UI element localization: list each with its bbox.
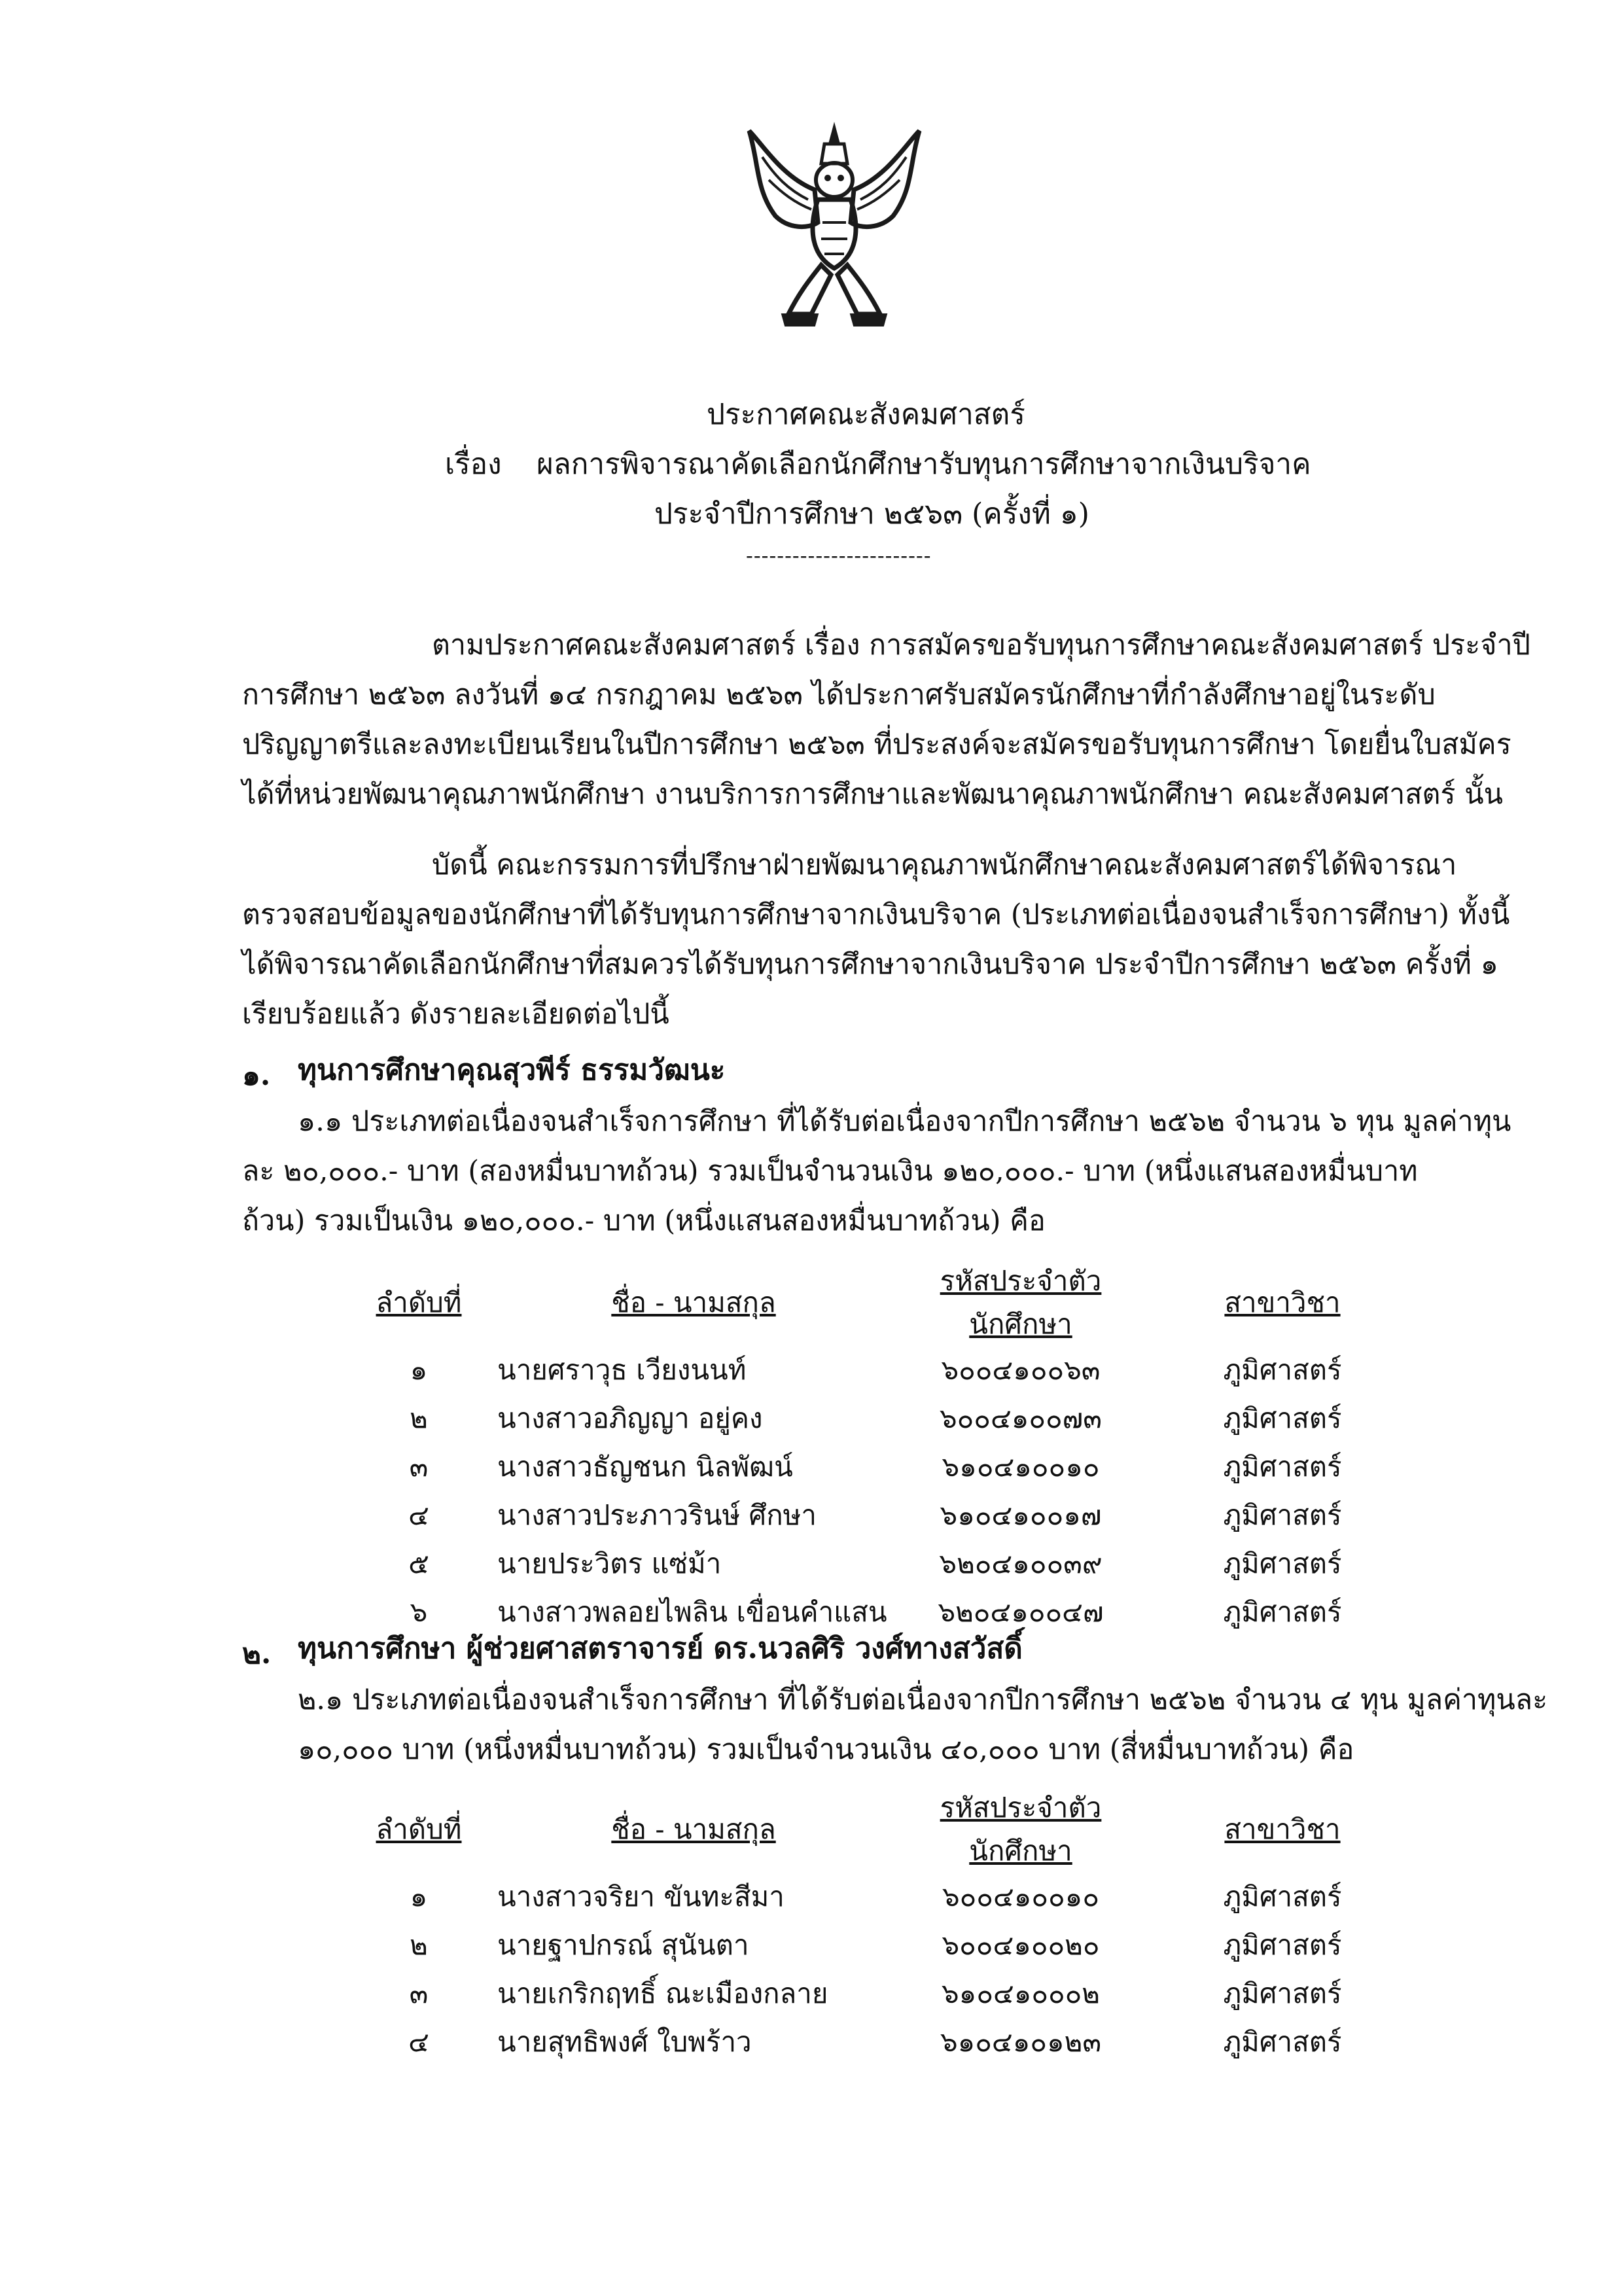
row-major: ภูมิศาสตร์ [1223, 1402, 1342, 1434]
section-2-roster-table [340, 1786, 1413, 2066]
table-header-row [340, 1786, 1413, 1873]
row-major: ภูมิศาสตร์ [1223, 1596, 1342, 1628]
row-student-id: ๖๐๐๔๑๐๐๒๐ [942, 1929, 1100, 1961]
row-no: ๓ [409, 1977, 429, 2009]
para2-line-3: ได้พิจารณาคัดเลือกนักศึกษาที่สมควรได้รับทุนการศึกษาจากเงินบริจาค ประจำปีการศึกษา ๒๕๖๓ ครั้งที่ ๑ [242, 948, 1498, 981]
row-no: ๔ [408, 1499, 429, 1531]
header-divider: ------------------------ [746, 543, 932, 568]
column-header-student-id: รหัสประจำตัวนักศึกษา [940, 1792, 1102, 1867]
column-header-major: สาขาวิชา [1224, 1286, 1341, 1318]
section-1-desc-line-2: ละ ๒๐,๐๐๐.- บาท (สองหมื่นบาทถ้วน) รวมเป็นจำนวนเงิน ๑๒๐,๐๐๐.- บาท (หนึ่งแสนสองหมื่นบาท [242, 1155, 1418, 1188]
row-student-id: ๖๑๐๔๑๐๐๑๐ [942, 1451, 1100, 1483]
table-row [340, 1540, 1413, 1588]
column-header-no: ลำดับที่ [376, 1813, 462, 1845]
subject-line-2: ประจำปีการศึกษา ๒๕๖๓ (ครั้งที่ ๑) [654, 497, 1089, 531]
section-2-desc-line-2: ๑๐,๐๐๐ บาท (หนึ่งหมื่นบาทถ้วน) รวมเป็นจำนวนเงิน ๔๐,๐๐๐ บาท (สี่หมื่นบาทถ้วน) คือ [298, 1733, 1354, 1766]
column-header-student-id: รหัสประจำตัวนักศึกษา [940, 1265, 1102, 1340]
row-student-id: ๖๑๐๔๑๐๑๒๓ [940, 2026, 1102, 2058]
row-no: ๔ [408, 2026, 429, 2058]
para1-line-1: ตามประกาศคณะสังคมศาสตร์ เรื่อง การสมัครขอรับทุนการศึกษาคณะสังคมศาสตร์ ประจำปี [432, 629, 1530, 662]
subject-label: เรื่อง [445, 448, 502, 481]
para1-line-2: การศึกษา ๒๕๖๓ ลงวันที่ ๑๔ กรกฎาคม ๒๕๖๓ ได้ประกาศรับสมัครนักศึกษาที่กำลังศึกษาอยู่ในระดับ [242, 679, 1436, 711]
row-no: ๑ [410, 1354, 428, 1386]
row-no: ๒ [410, 1402, 428, 1434]
row-student-id: ๖๐๐๔๑๐๐๗๓ [940, 1402, 1102, 1434]
announcement-title: ประกาศคณะสังคมศาสตร์ [707, 398, 1025, 431]
row-major: ภูมิศาสตร์ [1223, 1547, 1342, 1580]
column-header-name: ชื่อ - นามสกุล [611, 1286, 776, 1318]
para1-line-3: ปริญญาตรีและลงทะเบียนเรียนในปีการศึกษา ๒๕๖๓ ที่ประสงค์จะสมัครขอรับทุนการศึกษา โดยยื่นใบสมัคร [242, 728, 1511, 761]
table-row [340, 1969, 1413, 2018]
row-major: ภูมิศาสตร์ [1223, 1977, 1342, 2009]
table-row [340, 1491, 1413, 1540]
column-header-name: ชื่อ - นามสกุล [611, 1813, 776, 1845]
row-major: ภูมิศาสตร์ [1223, 1354, 1342, 1386]
section-1-roster-table [340, 1260, 1413, 1636]
para2-line-2: ตรวจสอบข้อมูลของนักศึกษาที่ได้รับทุนการศึกษาจากเงินบริจาค (ประเภทต่อเนื่องจนสำเร็จการศึกษา) ทั้งนี้ [242, 898, 1510, 931]
row-name: นางสาวประภาวรินษ์ ศึกษา [497, 1499, 817, 1531]
section-2-number: ๒. [242, 1637, 272, 1670]
para2-line-4: เรียบร้อยแล้ว ดังรายละเอียดต่อไปนี้ [242, 998, 669, 1031]
table-row [340, 1921, 1413, 1969]
table-row [340, 2018, 1413, 2066]
row-student-id: ๖๑๐๔๑๐๐๐๒ [942, 1977, 1100, 2009]
column-header-major: สาขาวิชา [1224, 1813, 1341, 1845]
row-name: นายสุทธิพงศ์ ใบพร้าว [497, 2026, 752, 2058]
row-no: ๖ [410, 1596, 428, 1628]
row-name: นางสาวอภิญญา อยู่คง [497, 1402, 763, 1434]
section-1-title: ทุนการศึกษาคุณสุวพีร์ ธรรมวัฒนะ [298, 1053, 726, 1087]
row-major: ภูมิศาสตร์ [1223, 1881, 1342, 1913]
row-major: ภูมิศาสตร์ [1223, 2026, 1342, 2058]
row-major: ภูมิศาสตร์ [1223, 1451, 1342, 1483]
section-1-desc-line-3: ถ้วน) รวมเป็นเงิน ๑๒๐,๐๐๐.- บาท (หนึ่งแสนสองหมื่นบาทถ้วน) คือ [242, 1205, 1046, 1237]
section-2-title: ทุนการศึกษา ผู้ช่วยศาสตราจารย์ ดร.นวลศิริ วงศ์ทางสวัสดิ์ [298, 1632, 1023, 1665]
row-no: ๒ [410, 1929, 428, 1961]
row-student-id: ๖๐๐๔๑๐๐๖๓ [941, 1354, 1101, 1386]
row-student-id: ๖๐๐๔๑๐๐๑๐ [942, 1881, 1099, 1913]
section-1-number: ๑. [242, 1059, 271, 1092]
row-major: ภูมิศาสตร์ [1223, 1499, 1342, 1531]
table-row [340, 1443, 1413, 1491]
row-student-id: ๖๒๐๔๑๐๐๓๙ [939, 1547, 1103, 1580]
subject-line-1: ผลการพิจารณาคัดเลือกนักศึกษารับทุนการศึกษาจากเงินบริจาค [537, 448, 1311, 481]
garuda-emblem-icon [736, 118, 932, 334]
row-name: นางสาวธัญชนก นิลพัฒน์ [497, 1451, 793, 1483]
table-row [340, 1346, 1413, 1394]
row-no: ๑ [410, 1881, 428, 1913]
row-student-id: ๖๑๐๔๑๐๐๑๗ [940, 1499, 1102, 1531]
table-row [340, 1873, 1413, 1921]
column-header-no: ลำดับที่ [376, 1286, 462, 1318]
section-1-desc-line-1: ๑.๑ ประเภทต่อเนื่องจนสำเร็จการศึกษา ที่ได้รับต่อเนื่องจากปีการศึกษา ๒๕๖๒ จำนวน ๖ ทุน มูลค่าทุน [298, 1105, 1511, 1138]
table-row [340, 1394, 1413, 1443]
row-no: ๕ [408, 1547, 429, 1580]
row-major: ภูมิศาสตร์ [1223, 1929, 1342, 1961]
row-name: นายเกริกฤทธิ์ ณะเมืองกลาย [497, 1977, 828, 2009]
row-name: นายประวิตร แซ่ม้า [497, 1547, 722, 1580]
section-2-desc-line-1: ๒.๑ ประเภทต่อเนื่องจนสำเร็จการศึกษา ที่ได้รับต่อเนื่องจากปีการศึกษา ๒๕๖๒ จำนวน ๔ ทุน มูลค่าทุนละ [298, 1684, 1548, 1716]
row-name: นางสาวจริยา ขันทะสีมา [497, 1881, 785, 1913]
para1-line-4: ได้ที่หน่วยพัฒนาคุณภาพนักศึกษา งานบริการการศึกษาและพัฒนาคุณภาพนักศึกษา คณะสังคมศาสตร์ นั้น [242, 778, 1503, 811]
row-name: นางสาวพลอยไพลิน เขื่อนคำแสน [497, 1596, 887, 1628]
row-name: นายฐาปกรณ์ สุนันตา [497, 1929, 749, 1961]
row-name: นายศราวุธ เวียงนนท์ [497, 1354, 747, 1386]
row-no: ๓ [409, 1451, 429, 1483]
table-header-row [340, 1260, 1413, 1346]
row-student-id: ๖๒๐๔๑๐๐๔๗ [938, 1596, 1104, 1628]
para2-line-1: บัดนี้ คณะกรรมการที่ปรึกษาฝ่ายพัฒนาคุณภาพนักศึกษาคณะสังคมศาสตร์ได้พิจารณา [432, 849, 1457, 881]
